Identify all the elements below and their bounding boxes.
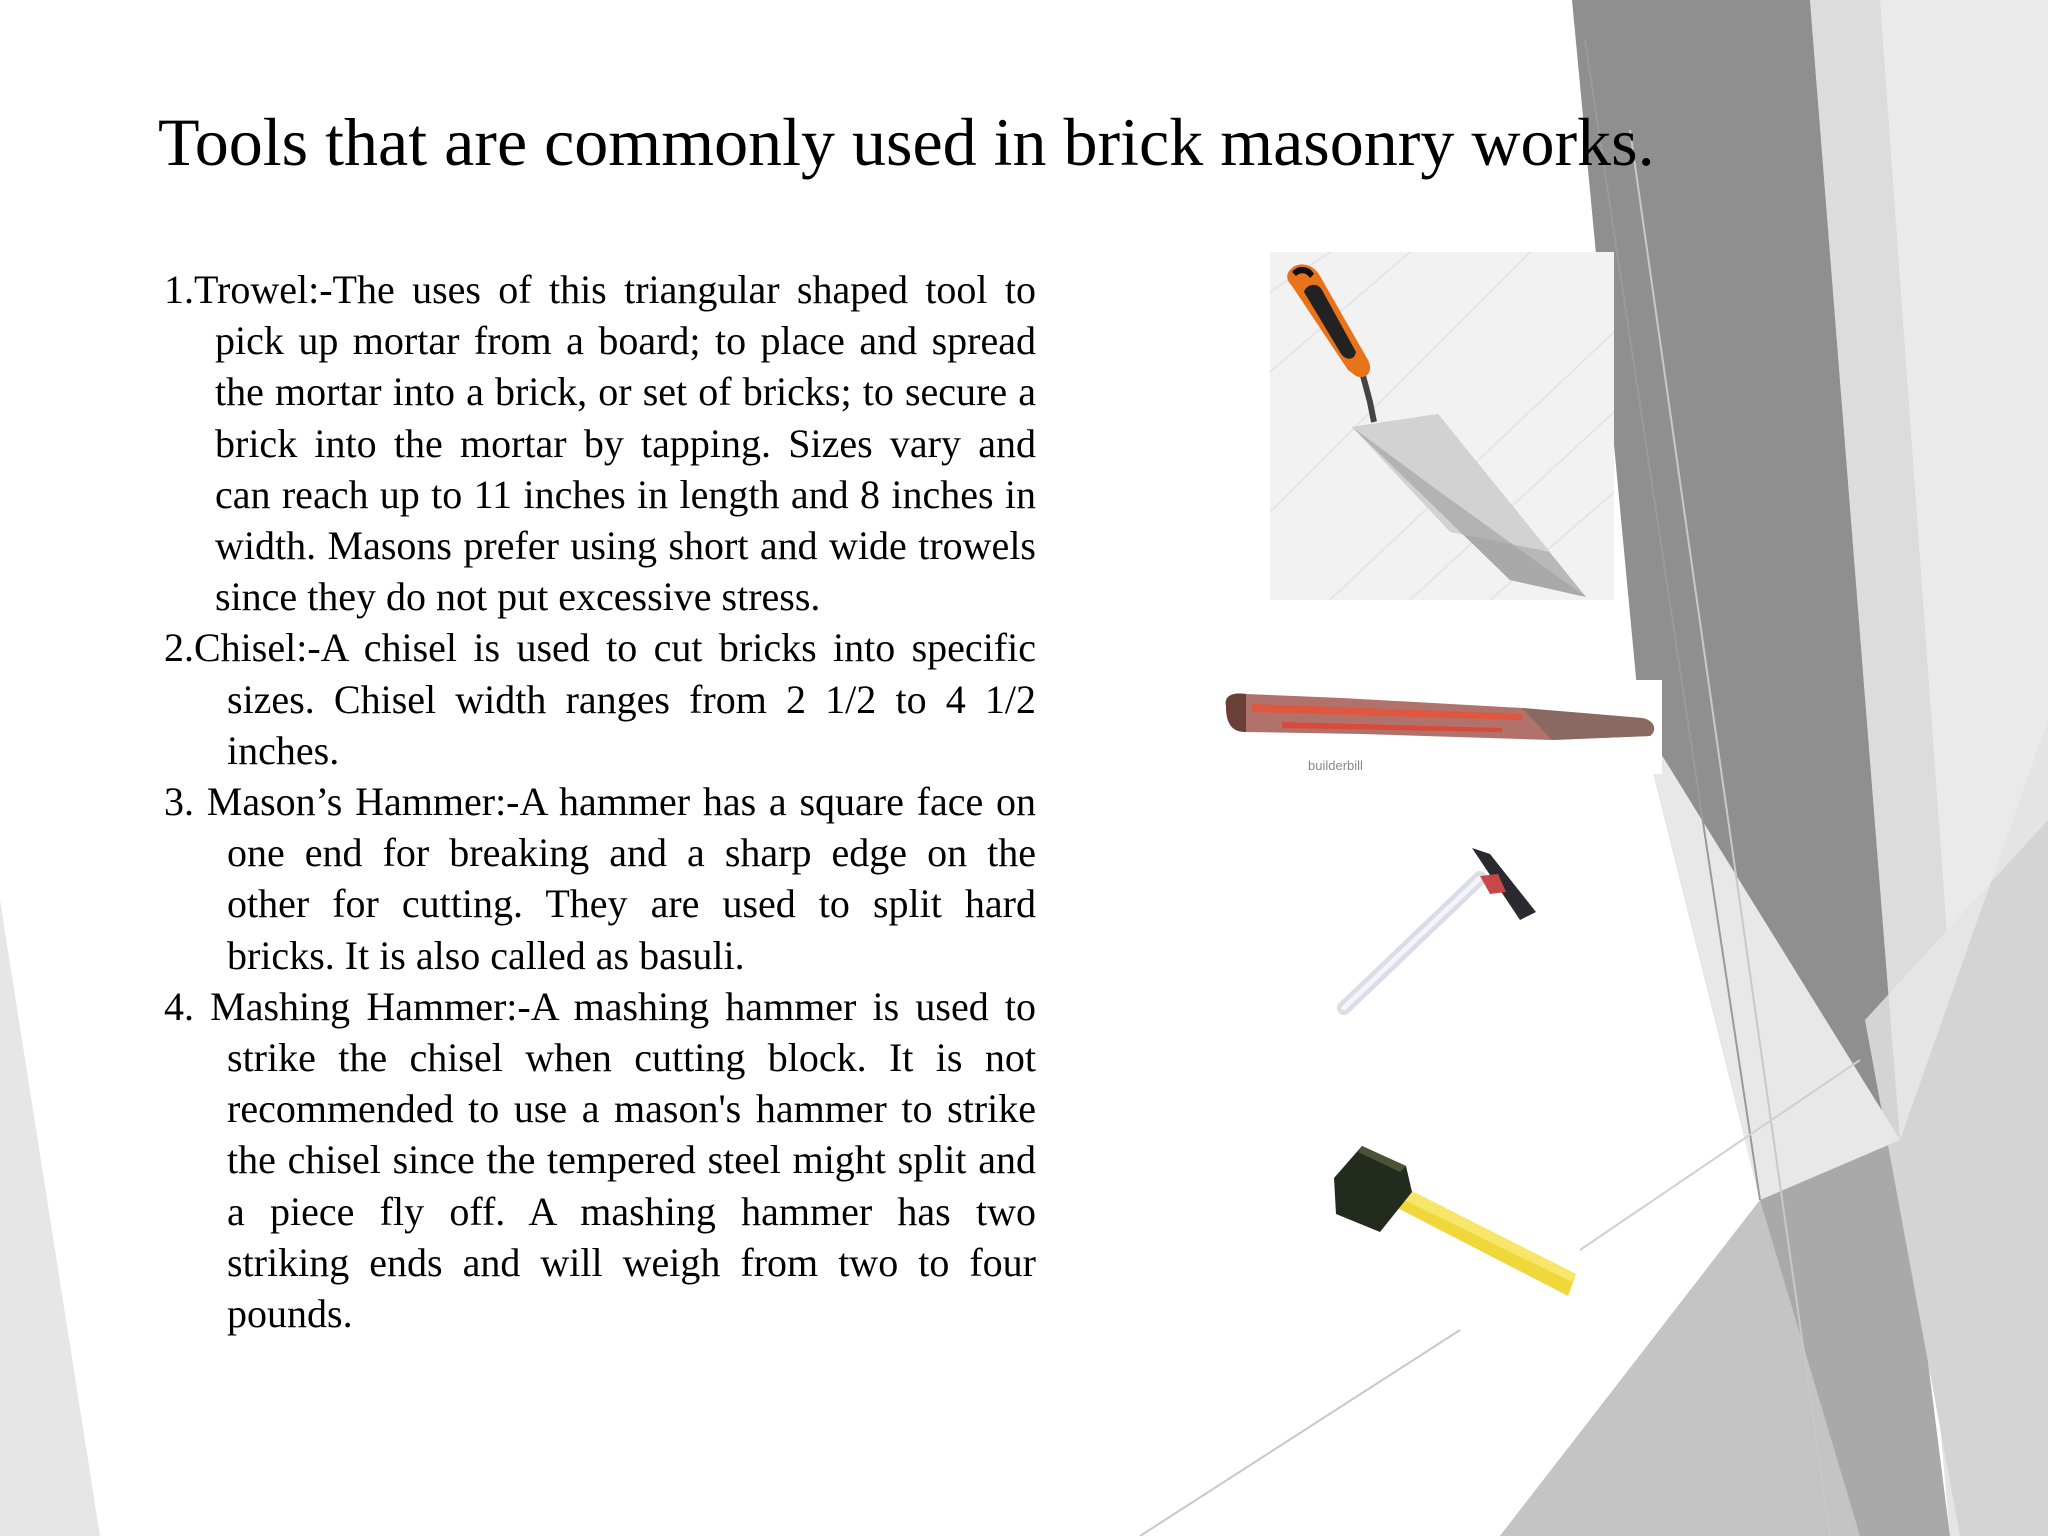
list-item bbox=[164, 776, 1036, 981]
item-label: 3. Mason’s Hammer:- bbox=[164, 779, 520, 825]
item-label: 4. Mashing Hammer:- bbox=[164, 983, 531, 1029]
slide-title: Tools that are commonly used in brick masonry works. bbox=[158, 104, 1655, 180]
tool-descriptions bbox=[164, 264, 1036, 1339]
mason-hammer-image bbox=[1330, 848, 1540, 1018]
chisel-image bbox=[1222, 680, 1662, 774]
item-text: The uses of this triangular shaped tool to pick up mortar from a board; to place and spread the mortar into a brick, or set of bricks; to secure a brick into the mortar by tapping. Sizes vary and can reach up to 11 inches in length and 8 inches in width. Masons prefer using short and wide trowels since they do not put excessive stress. bbox=[215, 267, 1036, 620]
image-credit: builderbill bbox=[1308, 758, 1363, 773]
list-item bbox=[164, 981, 1036, 1339]
mashing-hammer-image bbox=[1322, 1140, 1582, 1310]
item-label: 1.Trowel:- bbox=[164, 267, 333, 312]
list-item bbox=[164, 264, 1036, 622]
item-text: A chisel is used to cut bricks into specific sizes. Chisel width ranges from 2 1/2 to 4 1/2 inches. bbox=[227, 625, 1036, 773]
item-label: 2.Chisel:- bbox=[164, 625, 321, 671]
item-text: A hammer has a square face on one end for breaking and a sharp edge on the other for cutting. They are used to split hard bricks. It is also called as basuli. bbox=[227, 779, 1036, 978]
list-item bbox=[164, 622, 1036, 776]
item-text: A mashing hammer is used to strike the chisel when cutting block. It is not recommended to use a mason's hammer to strike the chisel since the tempered steel might split and a piece fly off. A mashing hammer has two striking ends and will weigh from two to four pounds. bbox=[227, 983, 1036, 1337]
trowel-image bbox=[1270, 252, 1614, 600]
